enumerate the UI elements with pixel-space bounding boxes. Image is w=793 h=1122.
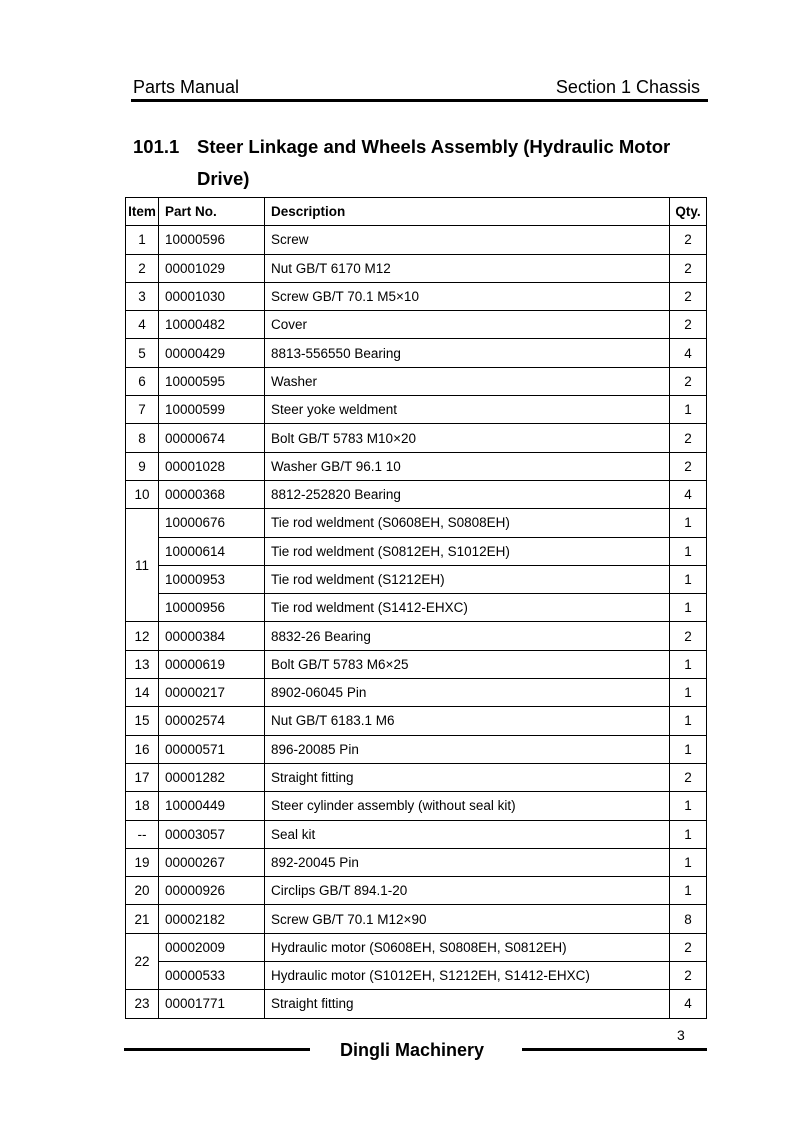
cell-item: 20 [126,877,159,905]
cell-qty: 1 [670,594,707,622]
cell-description: Seal kit [265,820,670,848]
cell-qty: 1 [670,792,707,820]
cell-description: 8902-06045 Pin [265,679,670,707]
cell-item: 11 [126,509,159,622]
cell-qty: 1 [670,396,707,424]
parts-table-body [126,226,707,1018]
cell-item: 23 [126,990,159,1018]
cell-part-no: 00000619 [159,650,265,678]
cell-part-no: 10000482 [159,311,265,339]
cell-description: Bolt GB/T 5783 M10×20 [265,424,670,452]
page-header [131,77,708,102]
cell-part-no: 00000533 [159,962,265,990]
parts-table [125,197,707,1019]
cell-qty: 4 [670,990,707,1018]
cell-item: 8 [126,424,159,452]
table-row [126,707,707,735]
cell-item: 3 [126,282,159,310]
cell-qty: 2 [670,311,707,339]
cell-item: 12 [126,622,159,650]
header-manual-title: Parts Manual [133,77,240,97]
cell-part-no: 10000595 [159,367,265,395]
cell-description: Nut GB/T 6183.1 M6 [265,707,670,735]
cell-item: 9 [126,452,159,480]
cell-item: 17 [126,763,159,791]
cell-part-no: 10000614 [159,537,265,565]
col-header-item: Item [126,198,159,226]
cell-item: 4 [126,311,159,339]
cell-qty: 2 [670,424,707,452]
cell-qty: 1 [670,679,707,707]
section-number: 101.1 [133,136,180,157]
table-row [126,792,707,820]
cell-description: 892-20045 Pin [265,848,670,876]
cell-part-no: 00000571 [159,735,265,763]
footer-company: Dingli Machinery [340,1040,485,1060]
table-row [126,679,707,707]
table-row [126,848,707,876]
cell-qty: 1 [670,877,707,905]
cell-item: 10 [126,480,159,508]
cell-part-no: 10000953 [159,565,265,593]
table-row [126,226,707,254]
table-row [126,650,707,678]
cell-description: Steer cylinder assembly (without seal kit) [265,792,670,820]
table-row [126,396,707,424]
section-title-text-1: Steer Linkage and Wheels Assembly (Hydraulic Motor [197,136,671,157]
cell-item: 19 [126,848,159,876]
cell-qty: 1 [670,848,707,876]
cell-part-no: 00001028 [159,452,265,480]
cell-qty: 2 [670,367,707,395]
cell-part-no: 10000596 [159,226,265,254]
cell-part-no: 00001282 [159,763,265,791]
cell-item: 14 [126,679,159,707]
cell-description: Tie rod weldment (S0812EH, S1012EH) [265,537,670,565]
cell-part-no: 00000267 [159,848,265,876]
cell-item: 16 [126,735,159,763]
table-row [126,594,707,622]
cell-description: Washer [265,367,670,395]
table-row [126,452,707,480]
col-header-qty: Qty. [670,198,707,226]
table-row [126,424,707,452]
table-row [126,480,707,508]
footer-rule-right [522,1048,707,1051]
cell-part-no: 00002009 [159,933,265,961]
cell-description: Straight fitting [265,763,670,791]
cell-qty: 1 [670,537,707,565]
cell-part-no: 00000384 [159,622,265,650]
cell-qty: 4 [670,339,707,367]
cell-part-no: 00001771 [159,990,265,1018]
section-title [133,131,670,195]
cell-qty: 2 [670,622,707,650]
table-row [126,537,707,565]
cell-description: Circlips GB/T 894.1-20 [265,877,670,905]
cell-part-no: 00001030 [159,282,265,310]
cell-part-no: 00000429 [159,339,265,367]
cell-item: 13 [126,650,159,678]
cell-description: Screw GB/T 70.1 M5×10 [265,282,670,310]
cell-description: Screw [265,226,670,254]
cell-item: -- [126,820,159,848]
cell-item: 6 [126,367,159,395]
cell-qty: 1 [670,509,707,537]
page-number: 3 [677,1027,685,1043]
cell-item: 1 [126,226,159,254]
cell-part-no: 10000956 [159,594,265,622]
cell-qty: 2 [670,282,707,310]
cell-qty: 2 [670,254,707,282]
cell-qty: 2 [670,933,707,961]
cell-description: 8812-252820 Bearing [265,480,670,508]
cell-part-no: 00001029 [159,254,265,282]
table-row [126,735,707,763]
cell-qty: 8 [670,905,707,933]
cell-item: 21 [126,905,159,933]
cell-part-no: 00000217 [159,679,265,707]
table-row [126,877,707,905]
table-row [126,905,707,933]
table-row [126,311,707,339]
cell-description: Tie rod weldment (S0608EH, S0808EH) [265,509,670,537]
cell-part-no: 10000676 [159,509,265,537]
cell-description: Nut GB/T 6170 M12 [265,254,670,282]
cell-qty: 2 [670,962,707,990]
cell-qty: 4 [670,480,707,508]
cell-description: Bolt GB/T 5783 M6×25 [265,650,670,678]
table-row [126,933,707,961]
cell-qty: 1 [670,565,707,593]
table-row [126,962,707,990]
col-header-part-no: Part No. [159,198,265,226]
cell-part-no: 10000599 [159,396,265,424]
table-row [126,254,707,282]
cell-part-no: 00000368 [159,480,265,508]
cell-description: Hydraulic motor (S1012EH, S1212EH, S1412-EHXC) [265,962,670,990]
table-row [126,565,707,593]
table-row [126,339,707,367]
cell-item: 22 [126,933,159,990]
section-title-text-2: Drive) [197,168,250,189]
cell-description: Washer GB/T 96.1 10 [265,452,670,480]
cell-item: 7 [126,396,159,424]
table-row [126,763,707,791]
cell-description: Hydraulic motor (S0608EH, S0808EH, S0812EH) [265,933,670,961]
cell-qty: 2 [670,452,707,480]
cell-item: 18 [126,792,159,820]
table-row [126,282,707,310]
table-row [126,509,707,537]
table-row [126,820,707,848]
cell-item: 15 [126,707,159,735]
cell-item: 5 [126,339,159,367]
cell-description: 8813-556550 Bearing [265,339,670,367]
cell-description: Cover [265,311,670,339]
cell-qty: 1 [670,820,707,848]
cell-description: Tie rod weldment (S1212EH) [265,565,670,593]
cell-description: Steer yoke weldment [265,396,670,424]
footer-rule-left [124,1048,310,1051]
cell-qty: 2 [670,763,707,791]
cell-qty: 1 [670,735,707,763]
cell-qty: 1 [670,650,707,678]
table-row [126,622,707,650]
cell-description: Screw GB/T 70.1 M12×90 [265,905,670,933]
cell-description: 8832-26 Bearing [265,622,670,650]
cell-description: Straight fitting [265,990,670,1018]
cell-part-no: 10000449 [159,792,265,820]
cell-part-no: 00002182 [159,905,265,933]
table-row [126,367,707,395]
table-header-row [126,198,707,226]
cell-part-no: 00002574 [159,707,265,735]
cell-part-no: 00000674 [159,424,265,452]
cell-part-no: 00000926 [159,877,265,905]
cell-qty: 1 [670,707,707,735]
header-section-title: Section 1 Chassis [555,77,700,97]
cell-item: 2 [126,254,159,282]
section-title-line1 [133,131,670,163]
cell-description: 896-20085 Pin [265,735,670,763]
cell-qty: 2 [670,226,707,254]
cell-description: Tie rod weldment (S1412-EHXC) [265,594,670,622]
cell-part-no: 00003057 [159,820,265,848]
table-row [126,990,707,1018]
col-header-description: Description [265,198,670,226]
